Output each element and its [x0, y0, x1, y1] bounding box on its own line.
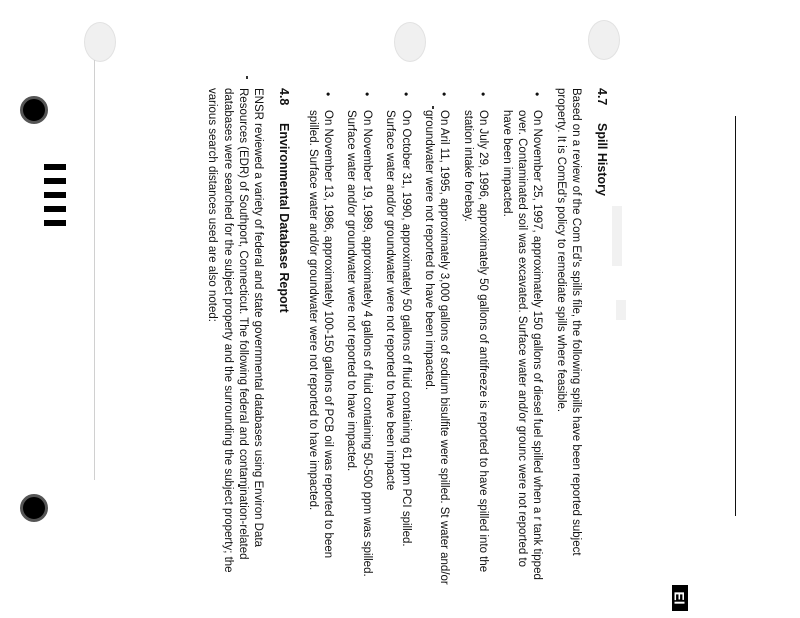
page-marker: El — [672, 585, 688, 611]
section-environmental-database — [204, 88, 292, 588]
section-title: Environmental Database Report — [277, 123, 292, 313]
section-title: Spill History — [595, 123, 609, 196]
spill-item: • On July 29, 1996, approximately 50 gallons of antifreeze is reported to have spilled into the station intake forebay. — [459, 88, 490, 588]
document-content — [196, 88, 610, 588]
section-number: 4.8 — [277, 88, 292, 106]
spill-item: • On November 19, 1989, approximately 4 gallons of fluid containing 50-500 ppm was spilled. Surface water and/or groundwater were not reported to have impacted. — [343, 88, 374, 588]
section-spill-history — [304, 88, 610, 588]
section-heading — [275, 88, 292, 588]
section-intro: ENSR reviewed a variety of federal and state governmental databases using Environ Data Resources (EDR) of Southport, Connecticut. The following federal and contamination-related databases were searched for the subject property and the surrounding the subject property; the various search distances used are also noted: — [206, 88, 265, 573]
spill-item: • On October 31, 1990, approximately 50 gallons of fluid containing 61 ppm PCI spilled. Surface water and/or groundwater were not reported to have been impacte — [382, 88, 413, 588]
spill-list — [304, 88, 544, 588]
spill-item: • On November 13, 1986, approximately 100-150 gallons of PCB oil was reported to been spilled. Surface water and/or groundwater were not reported to have impacted. — [304, 88, 335, 588]
section-heading — [593, 88, 610, 588]
spill-item: • On November 25, 1997, approximately 150 gallons of diesel fuel spilled when a r tank tipped over. Contaminated soil was excavated. Surface water and/or grounc were not reported to have been impacted. — [498, 88, 544, 588]
section-intro: Based on a review of the Com Ed's spills file, the following spills have been reported subject property. It is ComEd's policy to remediate spills where feasible. — [554, 88, 583, 556]
section-number: 4.7 — [595, 88, 609, 106]
spill-item: • On Aril 11, 1995, approximately 3,000 gallons of sodium bisulfite were spilled. St water and/or groundwater were not reported to have been impacted. — [421, 88, 452, 588]
